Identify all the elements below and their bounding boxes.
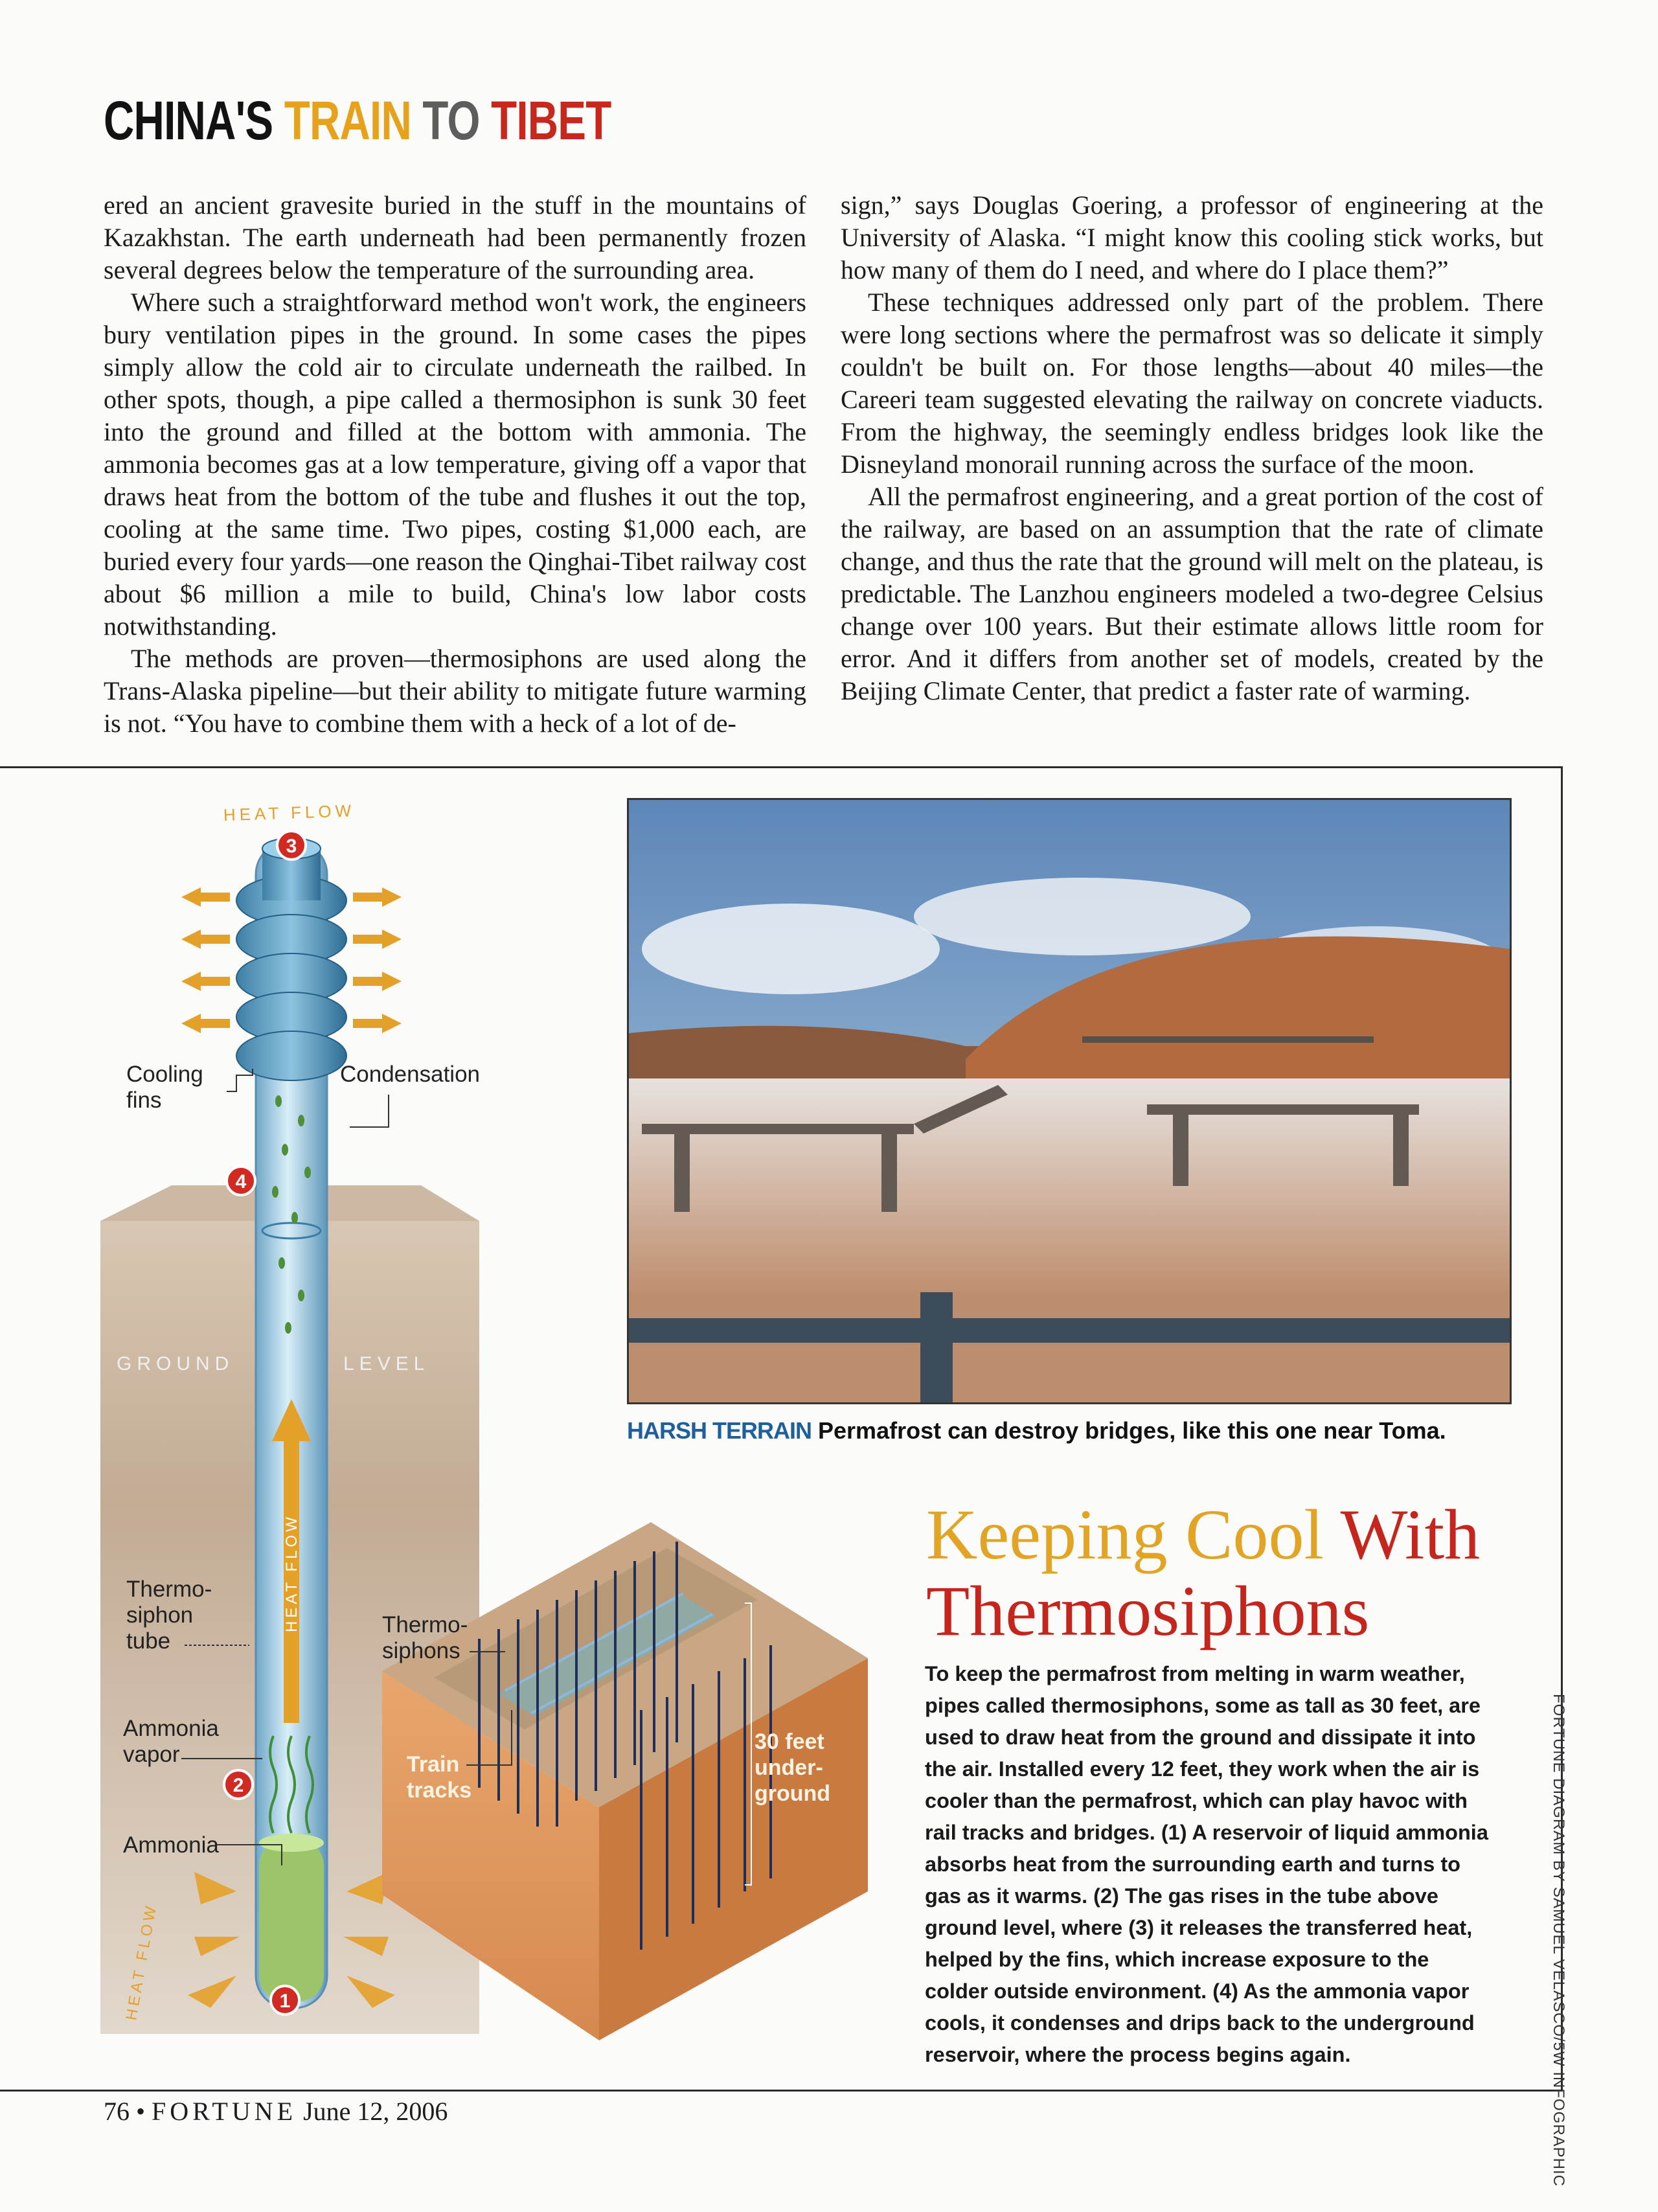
vapor-label-1: Ammonia: [123, 1716, 219, 1741]
issue-date: June 12, 2006: [297, 2097, 448, 2126]
ammonia-label: Ammonia: [123, 1832, 219, 1858]
vapor-label-2: vapor: [123, 1742, 180, 1767]
ground-label: GROUND: [117, 1353, 234, 1374]
photo-caption: [627, 1417, 1446, 1444]
depth-label-2: under-: [755, 1755, 823, 1780]
credit-text: FORTUNE DIAGRAM BY SAMUEL VELASCO/5W INFOGRAPHIC: [1550, 1694, 1567, 2187]
bridge-photo: [627, 798, 1512, 1404]
section-header: [104, 89, 611, 152]
depth-label-3: ground: [755, 1781, 831, 1806]
headline-part-2: With: [1340, 1495, 1481, 1574]
tube-label-2: siphon: [126, 1602, 194, 1628]
step-badge-4: [227, 1167, 255, 1195]
depth-label-1: 30 feet: [755, 1729, 824, 1754]
header-word-train: TRAIN: [284, 90, 411, 151]
heat-flow-bottom-label: HEAT FLOW: [122, 1902, 161, 2022]
svg-text:3: 3: [286, 836, 297, 857]
step-badge-2: [224, 1770, 253, 1799]
tracks-label-1: Train: [407, 1752, 460, 1777]
paragraph: All the permafrost engineering, and a great portion of the cost of the railway, are based on an assumption that the rate of climate change, and thus the rate that the ground will melt on the plateau, is predictable. The Lanzhou engineers modeled a two-degree Celsius change over 100 years. But their estimate allows little room for error. And it differs from another set of models, created by the Beijing Climate Center, that predict a faster rate of warming.: [841, 482, 1543, 705]
caption-text: Permafrost can destroy bridges, like this one near Toma.: [812, 1417, 1446, 1444]
svg-text:2: 2: [233, 1775, 244, 1796]
caption-lead: HARSH TERRAIN: [627, 1417, 812, 1444]
page-footer: [104, 2096, 448, 2126]
cooling-fins-label-2: fins: [126, 1088, 162, 1113]
tube-label-1: Thermo-: [126, 1577, 212, 1602]
page-number: 76: [104, 2097, 130, 2126]
tracks-label-2: tracks: [407, 1778, 472, 1803]
infographic-description: To keep the permafrost from melting in warm weather, pipes called thermosiphons, some as tall as 30 feet, are used to draw heat from the ground and dissipate it into the air. Installed every 12 feet, they work when the air is cooler than the permafrost, which can play havoc with rail tracks and bridges. (1) A reservoir of liquid ammonia absorbs heat from the surrounding earth and turns to gas as it warms. (2) The gas rises in the tube above ground level, where (3) it releases the transferred heat, helped by the fins, which increase exposure to the colder outside environment. (4) As the ammonia vapor cools, it condenses and drips back to the underground reservoir, where the process begins again.: [925, 1662, 1488, 2066]
header-word-chinas: CHINA'S: [104, 90, 284, 151]
paragraph: The methods are proven—thermosiphons are used along the Trans-Alaska pipeline—but their ability to mitigate future warming is not. “You have to combine them with a heck of a lot of de-: [104, 644, 806, 738]
credit-line: [1549, 1694, 1575, 2212]
header-word-tibet: TIBET: [491, 90, 611, 151]
siphons-label-1: Thermo-: [382, 1612, 468, 1637]
article-column-right: [841, 189, 1543, 707]
article-column-left: [104, 189, 806, 740]
header-word-to: TO: [411, 90, 492, 151]
infographic-headline: [926, 1496, 1480, 1649]
condensation-label: Condensation: [340, 1062, 480, 1087]
paragraph: ered an ancient gravesite buried in the stuff in the mountains of Kazakhstan. The earth underneath had been permanently frozen several degrees below the temperature of the surrounding area.: [104, 190, 806, 284]
heat-flow-tube-label: HEAT FLOW: [283, 1514, 301, 1632]
siphons-label-2: siphons: [382, 1638, 460, 1663]
cooling-fins: [236, 838, 346, 1080]
magazine-name: FORTUNE: [152, 2097, 297, 2126]
svg-text:4: 4: [235, 1171, 247, 1192]
level-label: LEVEL: [343, 1353, 430, 1374]
paragraph: These techniques addressed only part of the problem. There were long sections where the permafrost was so delicate it simply couldn't be built on. For those lengths—about 40 miles—the Careeri team suggested elevating the railway on concrete viaducts. From the highway, the seemingly endless bridges look like the Disneyland monorail running across the surface of the moon.: [841, 288, 1543, 479]
paragraph: sign,” says Douglas Goering, a professor of engineering at the University of Alaska. “I might know this cooling stick works, but how many of them do I need, and where do I place them?”: [841, 190, 1543, 284]
step-badge-1: [271, 1986, 299, 2014]
paragraph: Where such a straightforward method won't work, the engineers bury ventilation pipes in the ground. In some cases the pipes simply allow the cold air to circulate underneath the railbed. In other spots, though, a pipe called a thermosiphon is sunk 30 feet into the ground and filled at the bottom with ammonia. The ammonia becomes gas at a low temperature, giving off a vapor that draws heat from the bottom of the tube and flushes it out the top, cooling at the same time. Two pipes, costing $1,000 each, are buried every four yards—one reason the Qinghai-Tibet railway cost about $6 million a mile to build, China's low labor costs notwithstanding.: [104, 288, 806, 641]
step-badge-3: [277, 831, 306, 860]
svg-text:1: 1: [279, 1990, 291, 2012]
tube-label-3: tube: [126, 1628, 171, 1654]
headline-part-1: Keeping Cool: [926, 1495, 1341, 1574]
heat-flow-top-label: HEAT FLOW: [223, 801, 356, 825]
footer-separator: •: [130, 2097, 152, 2126]
headline-part-3: Thermosiphons: [926, 1571, 1370, 1650]
cooling-fins-label-1: Cooling: [126, 1062, 203, 1087]
